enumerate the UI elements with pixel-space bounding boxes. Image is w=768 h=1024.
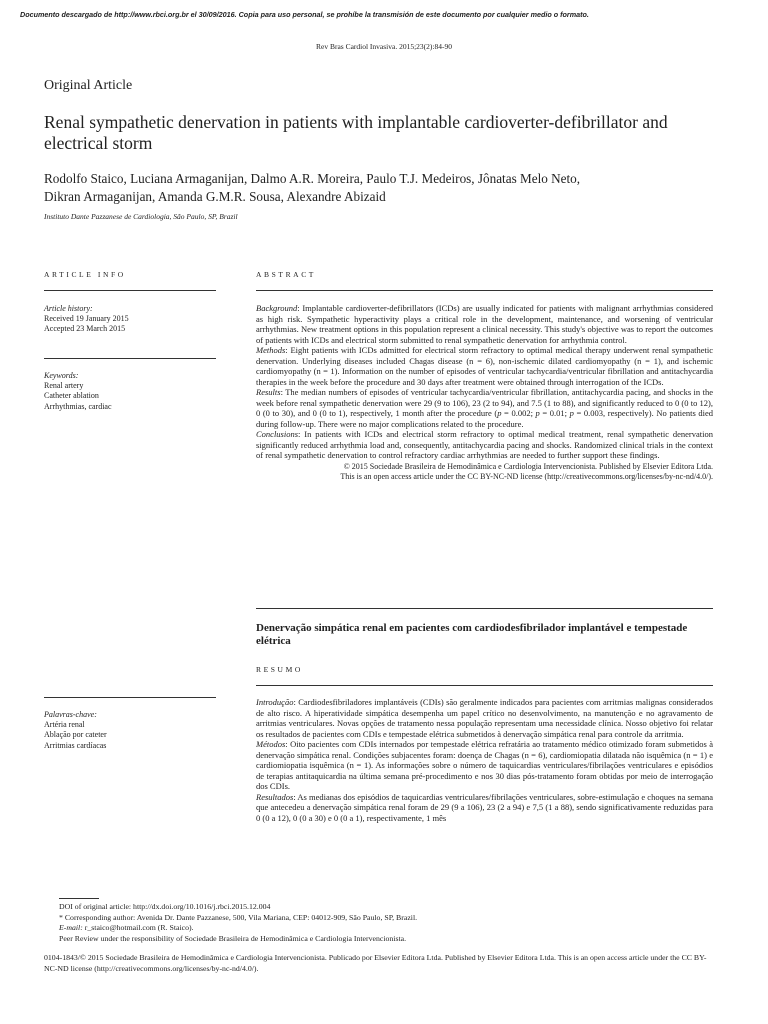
abstract-heading: ABSTRACT	[256, 270, 316, 279]
journal-reference: Rev Bras Cardiol Invasiva. 2015;23(2):84-90	[315, 42, 453, 51]
abstract-background: Background: Implantable cardioverter-defibrillators (ICDs) are usually indicated for patients with malignant arrhythmias considered as high risk. Sympathetic hyperactivity plays a critical role in the development, maintenance, and worsening of ventricular arrhythmias. New treatment options in this population represent a clinical necessity. This study's objective was to report the outcomes of patients with ICDs and electrical storm submitted to renal sympathetic denervation for arrhythmia control.	[256, 303, 713, 345]
divider	[256, 290, 713, 291]
palavras-chave-label: Palavras-chave:	[44, 710, 97, 719]
article-history	[44, 304, 216, 335]
portuguese-title: Denervação simpática renal em pacientes com cardiodesfibrilador implantável e tempestade elétrica	[256, 622, 688, 647]
abstract-body	[256, 303, 713, 482]
article-type: Original Article	[44, 78, 133, 93]
authors-line-1: Rodolfo Staico, Luciana Armaganijan, Dalmo A.R. Moreira, Paulo T.J. Medeiros, Jônatas Melo Neto,	[44, 171, 581, 186]
resumo-body	[256, 697, 713, 881]
received-date: Received 19 January 2015	[44, 314, 129, 324]
article-title: Renal sympathetic denervation in patients with implantable cardioverter-defibrillator and electrical storm	[44, 112, 668, 153]
resumo-heading: RESUMO	[256, 665, 303, 674]
divider	[256, 685, 713, 686]
keyword: Catheter ablation	[44, 391, 99, 401]
keyword: Arrhythmias, cardiac	[44, 401, 112, 411]
download-note: Documento descargado de http://www.rbci.org.br el 30/09/2016. Copia para uso personal, se prohíbe la transmisión de este documento por cualquier medio o formato.	[20, 10, 589, 19]
divider	[256, 608, 713, 609]
divider	[44, 358, 216, 359]
keywords-label: Keywords:	[44, 371, 79, 380]
corresponding-author: * Corresponding author: Avenida Dr. Dante Pazzanese, 500, Vila Mariana, CEP: 04012-909, São Paulo, SP, Brazil.	[59, 912, 418, 922]
accepted-date: Accepted 23 March 2015	[44, 324, 126, 334]
institution: Instituto Dante Pazzanese de Cardiologia, São Paulo, SP, Brazil	[44, 212, 238, 221]
abstract-conclusions: Conclusions: In patients with ICDs and electrical storm refractory to optimal medical treatment, renal sympathetic denervation significantly reduced arrhythmia load and, consequently, antitachycardia pacing and shocks. Randomized clinical trials in the context of renal sympathetic denervation to control refractory cardiac arrhythmias are needed to further support these findings.	[256, 429, 713, 460]
keywords-block	[44, 371, 216, 412]
footnote-rule	[59, 898, 99, 899]
authors-line-2: Dikran Armaganijan, Amanda G.M.R. Sousa, Alexandre Abizaid	[44, 188, 386, 204]
email-note: E-mail: r_staico@hotmail.com (R. Staico).	[59, 923, 194, 932]
divider	[44, 697, 216, 698]
issn-copyright: 0104-1843/© 2015 Sociedade Brasileira de Hemodinâmica e Cardiologia Intervencionista. Publicado por Elsevier Editora Ltda. Published by Elsevier Editora Ltda. This is an open access article under the CC BY-NC-ND license (http://creativecommons.org/licenses/by-nc-nd/4.0/).	[44, 953, 707, 973]
keyword: Arritmias cardíacas	[44, 740, 107, 750]
doi-note: DOI of original article: http://dx.doi.org/10.1016/j.rbci.2015.12.004	[59, 902, 271, 911]
abstract-results: Results: The median numbers of episodes of ventricular tachycardia/ventricular fibrillation, antitachycardia pacing, and shocks in the week before renal sympathetic denervation were 29 (9 to 106), 23 (2 to 94), and 7.5 (1 to 88), and significantly reduced to 0 (0 to 12), 0 (0 to 30), and 0 (0 to 1), respectively, 1 month after the procedure (p = 0.002; p = 0.01; p = 0.003, respectively). No patients died during follow-up. There were no major complications related to the procedure.	[256, 387, 714, 429]
keyword: Artéria renal	[44, 720, 85, 730]
abstract-methods: Methods: Eight patients with ICDs admitted for electrical storm refractory to optimal medical therapy underwent renal sympathetic denervation. Underlying diseases included Chagas disease (n = 6), non-ischemic dilated cardiomyopathy (n = 1), and ischemic cardiomyopathy (n = 1). Information on the number of episodes of ventricular tachycardia/ventricular fibrillation and antitachycardia therapies in the week before the procedure and 30 days after treatment were obtained through interrogation of the ICDs.	[256, 345, 713, 387]
resumo-metodos: Métodos: Oito pacientes com CDIs internados por tempestade elétrica refratária ao tratamento médico otimizado foram submetidos à denervação simpática renal. Condições subjacentes foram: doença de Chagas (n = 6), cardiomiopatia dilatada não isquêmica (n = 1) e cardiomiopatia isquêmica (n = 1). As informações sobre o número de taquicardias ventriculares/fibrilações ventriculares e episódios de terapias antitaquicardia na última semana pré-procedimento e nos 30 dias pós-tratamento foram obtidas por meio de interrogação dos CDIs.	[256, 739, 713, 791]
footnotes	[59, 902, 729, 944]
keyword: Ablação por cateter	[44, 730, 107, 740]
resumo-introducao: Introdução: Cardiodesfibriladores implantáveis (CDIs) são geralmente indicados para pacientes com arritmias malignas considerados de alto risco. A hiperatividade simpática desempenha um papel crítico no desenvolvimento, na manutenção e no agravamento de arritmias ventriculares. Novas opções de tratamento nessa população representam uma necessidade clínica. Nosso objetivo foi relatar os resultados de pacientes com CDIs e tempestade elétrica submetidos à denervação simpática renal para controle da arritmia.	[256, 697, 713, 739]
history-label: Article history:	[44, 304, 93, 313]
author-list	[44, 170, 704, 205]
peer-review-note: Peer Review under the responsibility of Sociedade Brasileira de Hemodinâmica e Cardiologia Intervencionista.	[59, 933, 407, 943]
article-info-heading: ARTICLE INFO	[44, 270, 126, 279]
palavras-chave-block	[44, 710, 216, 751]
resumo-resultados: Resultados: As medianas dos episódios de taquicardias ventriculares/fibrilações ventriculares, sobre-estimulação e choques na semana que antecedeu a denervação simpática renal foram de 29 (9 a 106), 23 (2 a 94) e 7,5 (1 a 88), sendo significativamente reduzidas para 0 (0 a 12), 0 (0 a 30) e 0 (0 a 1), respectivamente, 1 mês	[256, 791, 713, 823]
copyright-line-1: © 2015 Sociedade Brasileira de Hemodinâmica e Cardiologia Intervencionista. Published by Elsevier Editora Ltda.	[343, 461, 713, 471]
keyword: Renal artery	[44, 381, 84, 391]
divider	[44, 290, 216, 291]
copyright-line-2: This is an open access article under the CC BY-NC-ND license (http://creativecommons.org/licenses/by-nc-nd/4.0/).	[340, 471, 713, 481]
